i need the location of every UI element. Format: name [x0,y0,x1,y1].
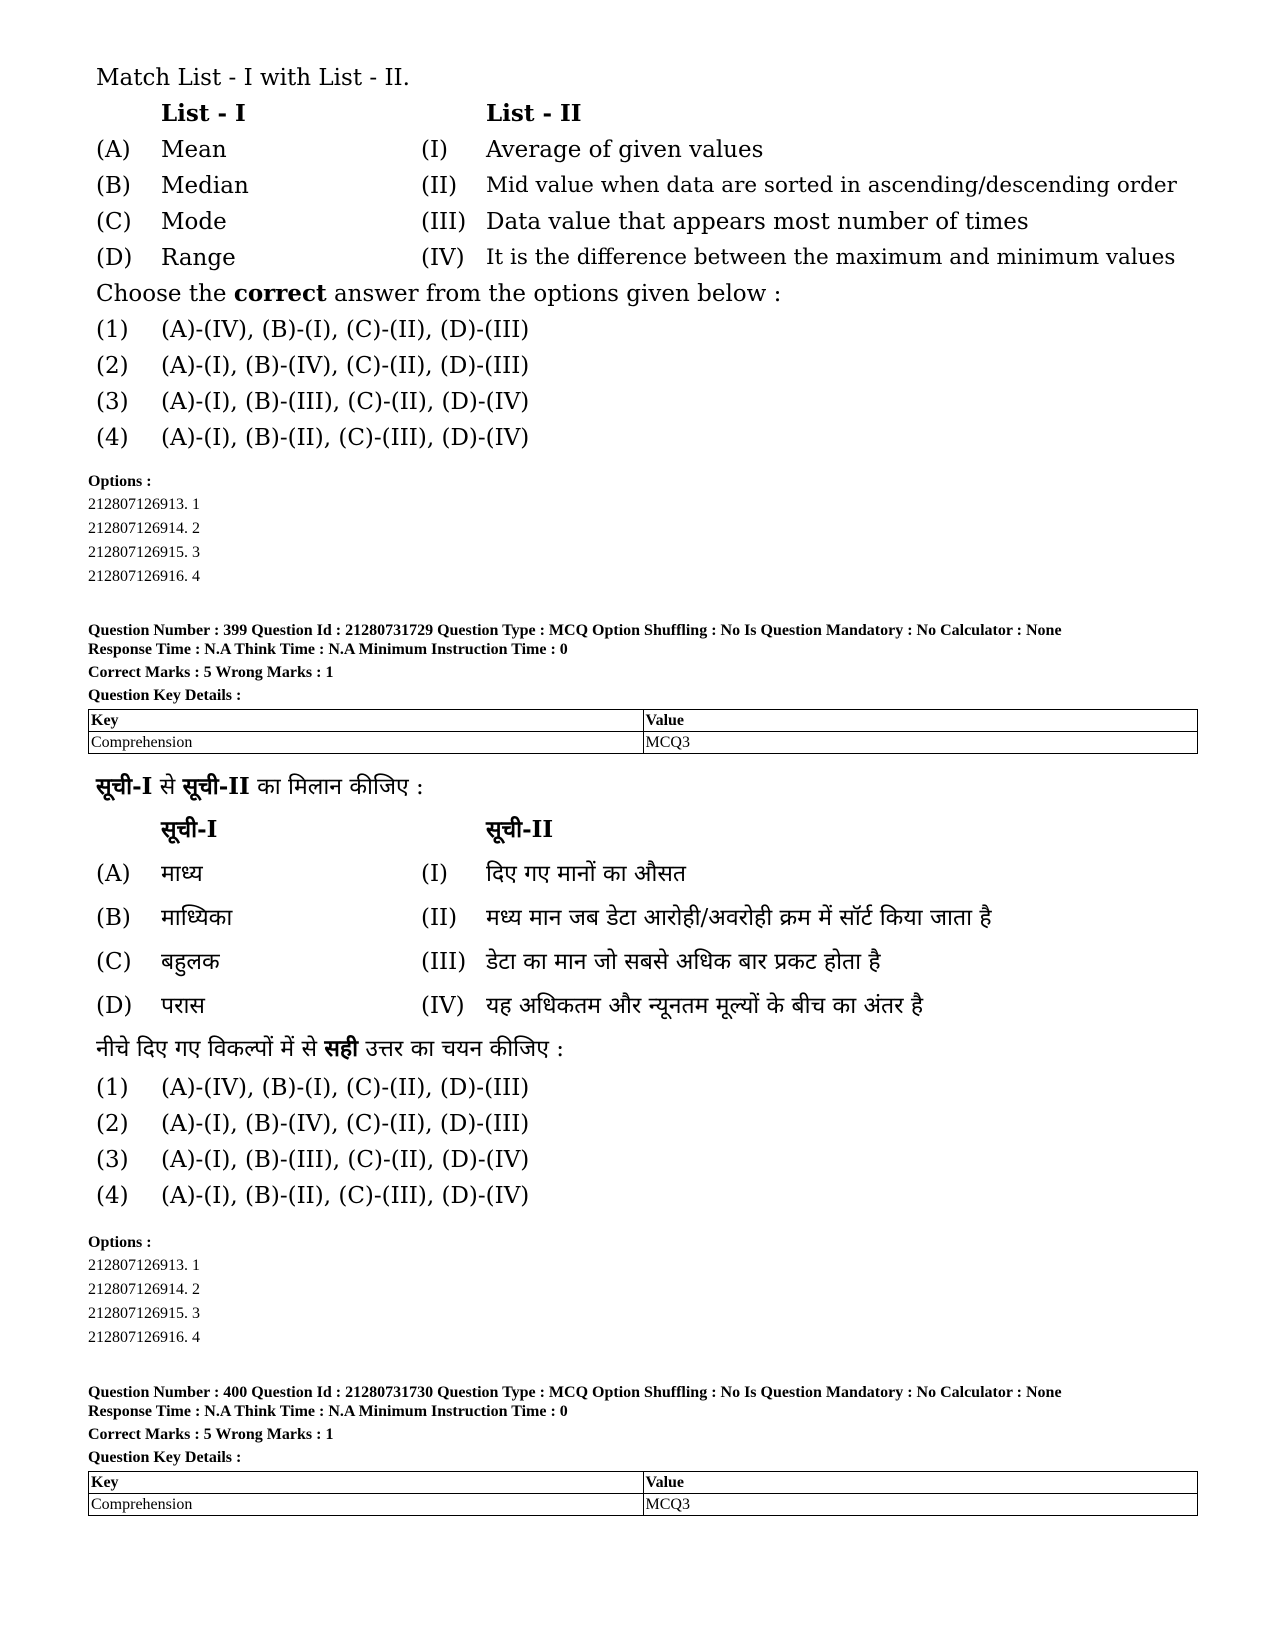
option-id: 212807126914. 2 [88,1281,200,1298]
marks-line: Correct Marks : 5 Wrong Marks : 1 [88,1426,334,1443]
question-meta-line: Response Time : N.A Think Time : N.A Minimum Instruction Time : 0 [88,641,568,658]
match-row: (C) बहुलक (III) डेटा का मान जो सबसे अधिक बार प्रकट होता है [96,949,881,975]
answer-choice: (1) (A)-(IV), (B)-(I), (C)-(II), (D)-(III) [96,1075,530,1101]
key-value-table [88,709,1198,754]
match-row: (B) Median (II) Mid value when data are sorted in ascending/descending order [96,173,1177,199]
options-block [88,470,1198,589]
question-info [88,621,1198,705]
match-row: (D) Range (IV) It is the difference between the maximum and minimum values [96,245,1176,271]
answer-choice: (2) (A)-(I), (B)-(IV), (C)-(II), (D)-(III) [96,353,530,379]
match-row: (A) Mean (I) Average of given values [96,137,764,163]
option-id: 212807126914. 2 [88,520,200,537]
option-id: 212807126915. 3 [88,1305,200,1322]
choose-instruction: नीचे दिए गए विकल्पों में से सही उत्तर का चयन कीजिए : [96,1035,564,1062]
list1-header: List - I [161,100,246,127]
options-label: Options : [88,473,152,490]
options-label: Options : [88,1234,152,1251]
answer-choice: (4) (A)-(I), (B)-(II), (C)-(III), (D)-(IV) [96,1183,530,1209]
answer-choice: (3) (A)-(I), (B)-(III), (C)-(II), (D)-(IV) [96,389,530,415]
list2-header: List - II [486,100,582,127]
table-cell-key: Comprehension [89,732,644,754]
list2-header: सूची-II [486,816,554,843]
table-header-value: Value [643,710,1198,732]
choose-instruction: Choose the correct answer from the options given below : [96,280,782,307]
match-row: (B) माध्यिका (II) मध्य मान जब डेटा आरोही/अवरोही क्रम में सॉर्ट किया जाता है [96,905,992,931]
table-row [89,732,1198,754]
question-instruction: Match List - I with List - II. [96,65,410,91]
answer-choice: (4) (A)-(I), (B)-(II), (C)-(III), (D)-(IV) [96,425,530,451]
table-header-key: Key [89,1472,644,1494]
options-block [88,1231,1198,1350]
table-header-value: Value [643,1472,1198,1494]
list1-header: सूची-I [161,816,218,843]
question-instruction: सूची-I से सूची-II का मिलान कीजिए : [96,773,424,800]
question-meta-line: Response Time : N.A Think Time : N.A Minimum Instruction Time : 0 [88,1403,568,1420]
list-headers [96,808,1206,852]
option-id: 212807126913. 1 [88,496,200,513]
table-cell-key: Comprehension [89,1494,644,1516]
table-cell-value: MCQ3 [643,1494,1198,1516]
question-info [88,1383,1198,1467]
table-header-row [89,710,1198,732]
hindi-question [96,766,1206,1214]
match-row: (D) परास (IV) यह अधिकतम और न्यूनतम मूल्यों के बीच का अंतर है [96,993,924,1019]
question-meta-line: Question Number : 399 Question Id : 21280731729 Question Type : MCQ Option Shuffling : No Is Question Mandatory : No Calculator : None [88,622,1062,639]
match-row: (A) माध्य (I) दिए गए मानों का औसत [96,861,687,887]
question-meta-line: Question Number : 400 Question Id : 21280731730 Question Type : MCQ Option Shuffling : No Is Question Mandatory : No Calculator : None [88,1384,1062,1401]
answer-choice: (2) (A)-(I), (B)-(IV), (C)-(II), (D)-(III) [96,1111,530,1137]
key-value-table [88,1471,1198,1516]
english-question [96,60,1206,456]
answer-choice: (3) (A)-(I), (B)-(III), (C)-(II), (D)-(IV) [96,1147,530,1173]
key-details-label: Question Key Details : [88,687,242,704]
option-id: 212807126916. 4 [88,1329,200,1346]
table-row [89,1494,1198,1516]
option-id: 212807126913. 1 [88,1257,200,1274]
option-id: 212807126916. 4 [88,568,200,585]
table-header-key: Key [89,710,644,732]
list-headers [96,96,1206,132]
table-cell-value: MCQ3 [643,732,1198,754]
marks-line: Correct Marks : 5 Wrong Marks : 1 [88,664,334,681]
answer-choice: (1) (A)-(IV), (B)-(I), (C)-(II), (D)-(III) [96,317,530,343]
key-details-label: Question Key Details : [88,1449,242,1466]
match-row: (C) Mode (III) Data value that appears most number of times [96,209,1029,235]
table-header-row [89,1472,1198,1494]
option-id: 212807126915. 3 [88,544,200,561]
